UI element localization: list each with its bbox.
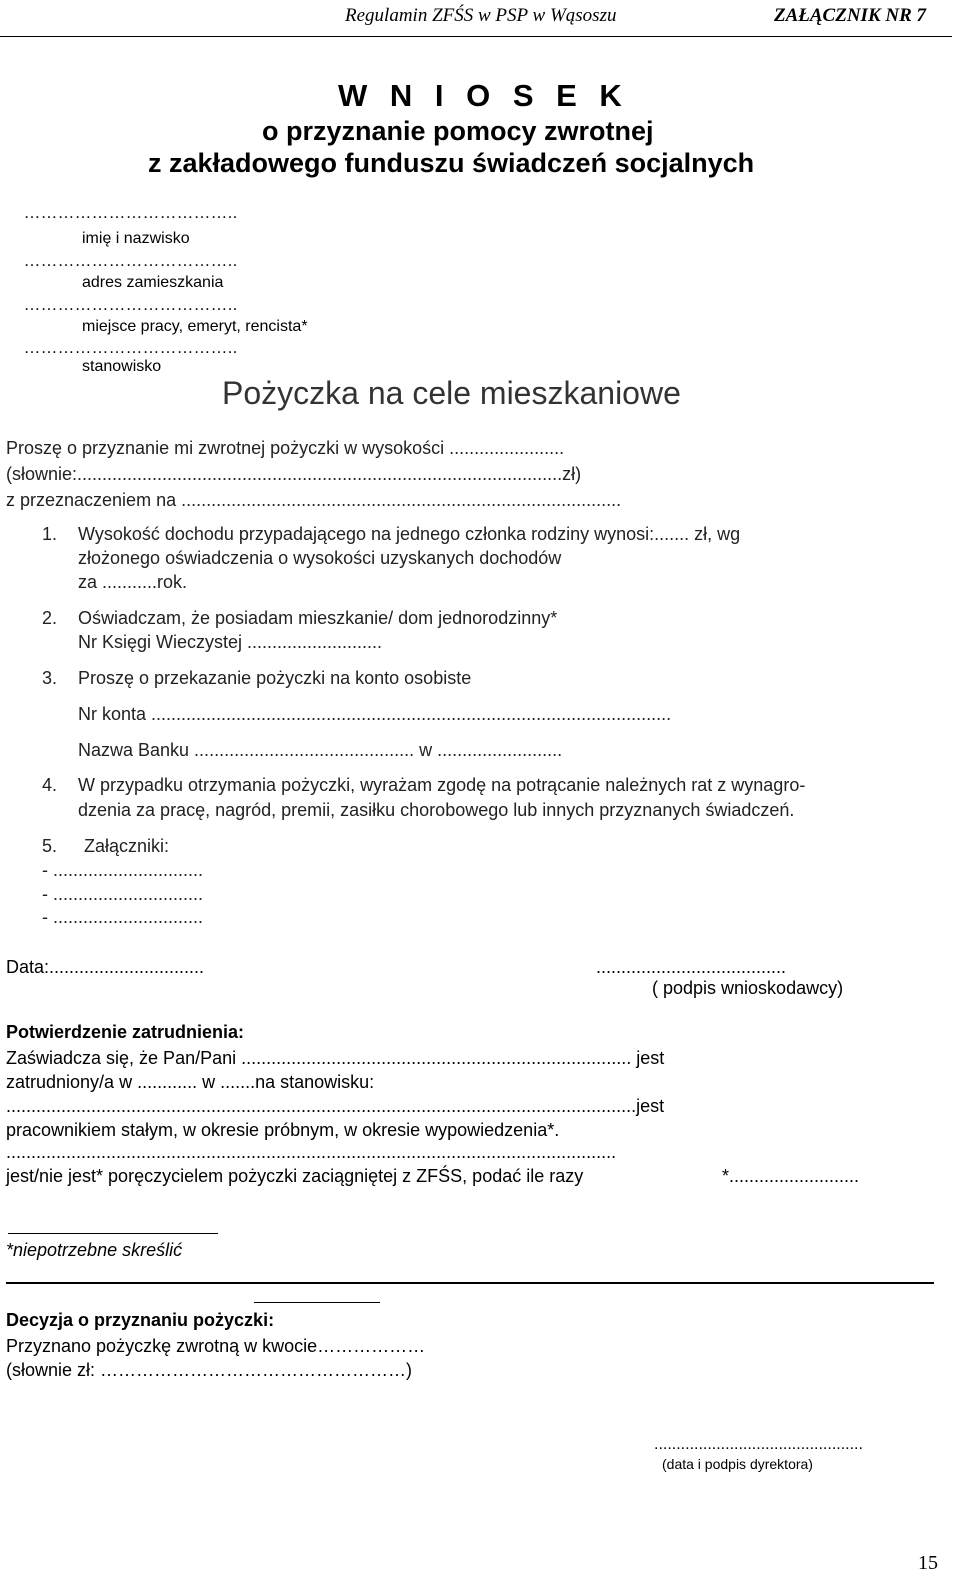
- item-1-income-statement: złożonego oświadczenia o wysokości uzyskanych dochodów: [78, 548, 562, 568]
- item-3-number: 3.: [42, 668, 58, 688]
- header-regulation: Regulamin ZFŚS w PSP w Wąsoszu: [345, 5, 617, 26]
- workplace-dots[interactable]: ………………………………..: [24, 297, 238, 314]
- employment-section-title: Potwierdzenie zatrudnienia:: [6, 1022, 245, 1042]
- employment-line-3[interactable]: ..............................................................................................................................jest: [6, 1096, 665, 1116]
- form-subtitle-1: o przyznanie pomocy zwrotnej: [262, 116, 654, 146]
- item-1-number: 1.: [42, 524, 58, 544]
- header-divider: [0, 36, 952, 37]
- item-1-income-line[interactable]: Wysokość dochodu przypadającego na jednego członka rodziny wynosi:....... zł, wg: [78, 524, 741, 544]
- applicant-signature-dots[interactable]: ......................................: [596, 957, 787, 977]
- loan-amount-line[interactable]: Proszę o przyznanie mi zwrotnej pożyczki w wysokości .......................: [6, 438, 565, 458]
- item-2-land-register[interactable]: Nr Księgi Wieczystej ...........................: [78, 632, 383, 652]
- loan-amount-words-line[interactable]: (słownie:.................................................................................................zł): [6, 464, 582, 484]
- name-label: imię i nazwisko: [82, 230, 190, 247]
- bank-name-line[interactable]: Nazwa Banku ............................................ w .........................: [78, 740, 563, 760]
- form-subtitle-2: z zakładowego funduszu świadczeń socjalnych: [148, 148, 755, 178]
- guarantor-count-field[interactable]: *..........................: [722, 1166, 860, 1186]
- guarantor-line: jest/nie jest* poręczycielem pożyczki zaciągniętej z ZFŚS, podać ile razy: [6, 1166, 584, 1186]
- header-attachment-number: ZAŁĄCZNIK NR 7: [774, 5, 927, 26]
- position-dots[interactable]: ………………………………..: [24, 340, 238, 357]
- attachment-line[interactable]: - ..............................: [42, 884, 204, 904]
- item-1-income-year[interactable]: za ...........rok.: [78, 572, 188, 592]
- page-number: 15: [918, 1552, 938, 1574]
- employment-line-2[interactable]: zatrudniony/a w ............ w .......na stanowisku:: [6, 1072, 375, 1092]
- employment-line-5[interactable]: ..........................................................................................................................: [6, 1142, 617, 1162]
- item-4-consent-line-2: dzenia za pracę, nagród, premii, zasiłku chorobowego lub innych przyznanych świadczeń.: [78, 800, 795, 820]
- workplace-label: miejsce pracy, emeryt, rencista*: [82, 318, 308, 335]
- form-title: W N I O S E K: [338, 78, 629, 113]
- employment-line-4: pracownikiem stałym, w okresie próbnym, w okresie wypowiedzenia*.: [6, 1120, 560, 1140]
- name-dots[interactable]: ………………………………..: [24, 205, 238, 222]
- decision-section-title: Decyzja o przyznaniu pożyczki:: [6, 1310, 275, 1330]
- footnote-text: *niepotrzebne skreślić: [6, 1240, 183, 1260]
- item-3-transfer-request: Proszę o przekazanie pożyczki na konto osobiste: [78, 668, 472, 688]
- item-5-number: 5.: [42, 836, 58, 856]
- decision-rule: [254, 1302, 380, 1303]
- decision-amount-words-line[interactable]: (słownie zł: ……………………………………………): [6, 1360, 413, 1380]
- item-2-number: 2.: [42, 608, 58, 628]
- item-2-property-statement: Oświadczam, że posiadam mieszkanie/ dom jednorodzinny*: [78, 608, 558, 628]
- date-field[interactable]: Data:...............................: [6, 957, 205, 977]
- attachment-line[interactable]: - ..............................: [42, 907, 204, 927]
- attachments-label: Załączniki:: [84, 836, 170, 856]
- decision-amount-line[interactable]: Przyznano pożyczkę zwrotną w kwocie………………: [6, 1336, 426, 1356]
- director-signature-label: (data i podpis dyrektora): [662, 1456, 813, 1472]
- address-dots[interactable]: ………………………………..: [24, 253, 238, 270]
- applicant-signature-label: ( podpis wnioskodawcy): [652, 978, 844, 998]
- employment-line-1[interactable]: Zaświadcza się, że Pan/Pani .............................................................................. jest: [6, 1048, 665, 1068]
- account-number-line[interactable]: Nr konta ........................................................................................................: [78, 704, 672, 724]
- loan-purpose-line[interactable]: z przeznaczeniem na ........................................................................................: [6, 490, 622, 510]
- section-divider: [6, 1282, 934, 1284]
- footnote-rule: [8, 1233, 218, 1234]
- item-4-number: 4.: [42, 775, 58, 795]
- item-4-consent-line-1: W przypadku otrzymania pożyczki, wyrażam zgodę na potrącanie należnych rat z wynagro-: [78, 775, 806, 795]
- attachment-line[interactable]: - ..............................: [42, 860, 204, 880]
- position-label: stanowisko: [82, 358, 162, 375]
- director-signature-dots[interactable]: ...............................................: [654, 1436, 863, 1453]
- address-label: adres zamieszkania: [82, 274, 224, 291]
- section-title: Pożyczka na cele mieszkaniowe: [222, 375, 681, 411]
